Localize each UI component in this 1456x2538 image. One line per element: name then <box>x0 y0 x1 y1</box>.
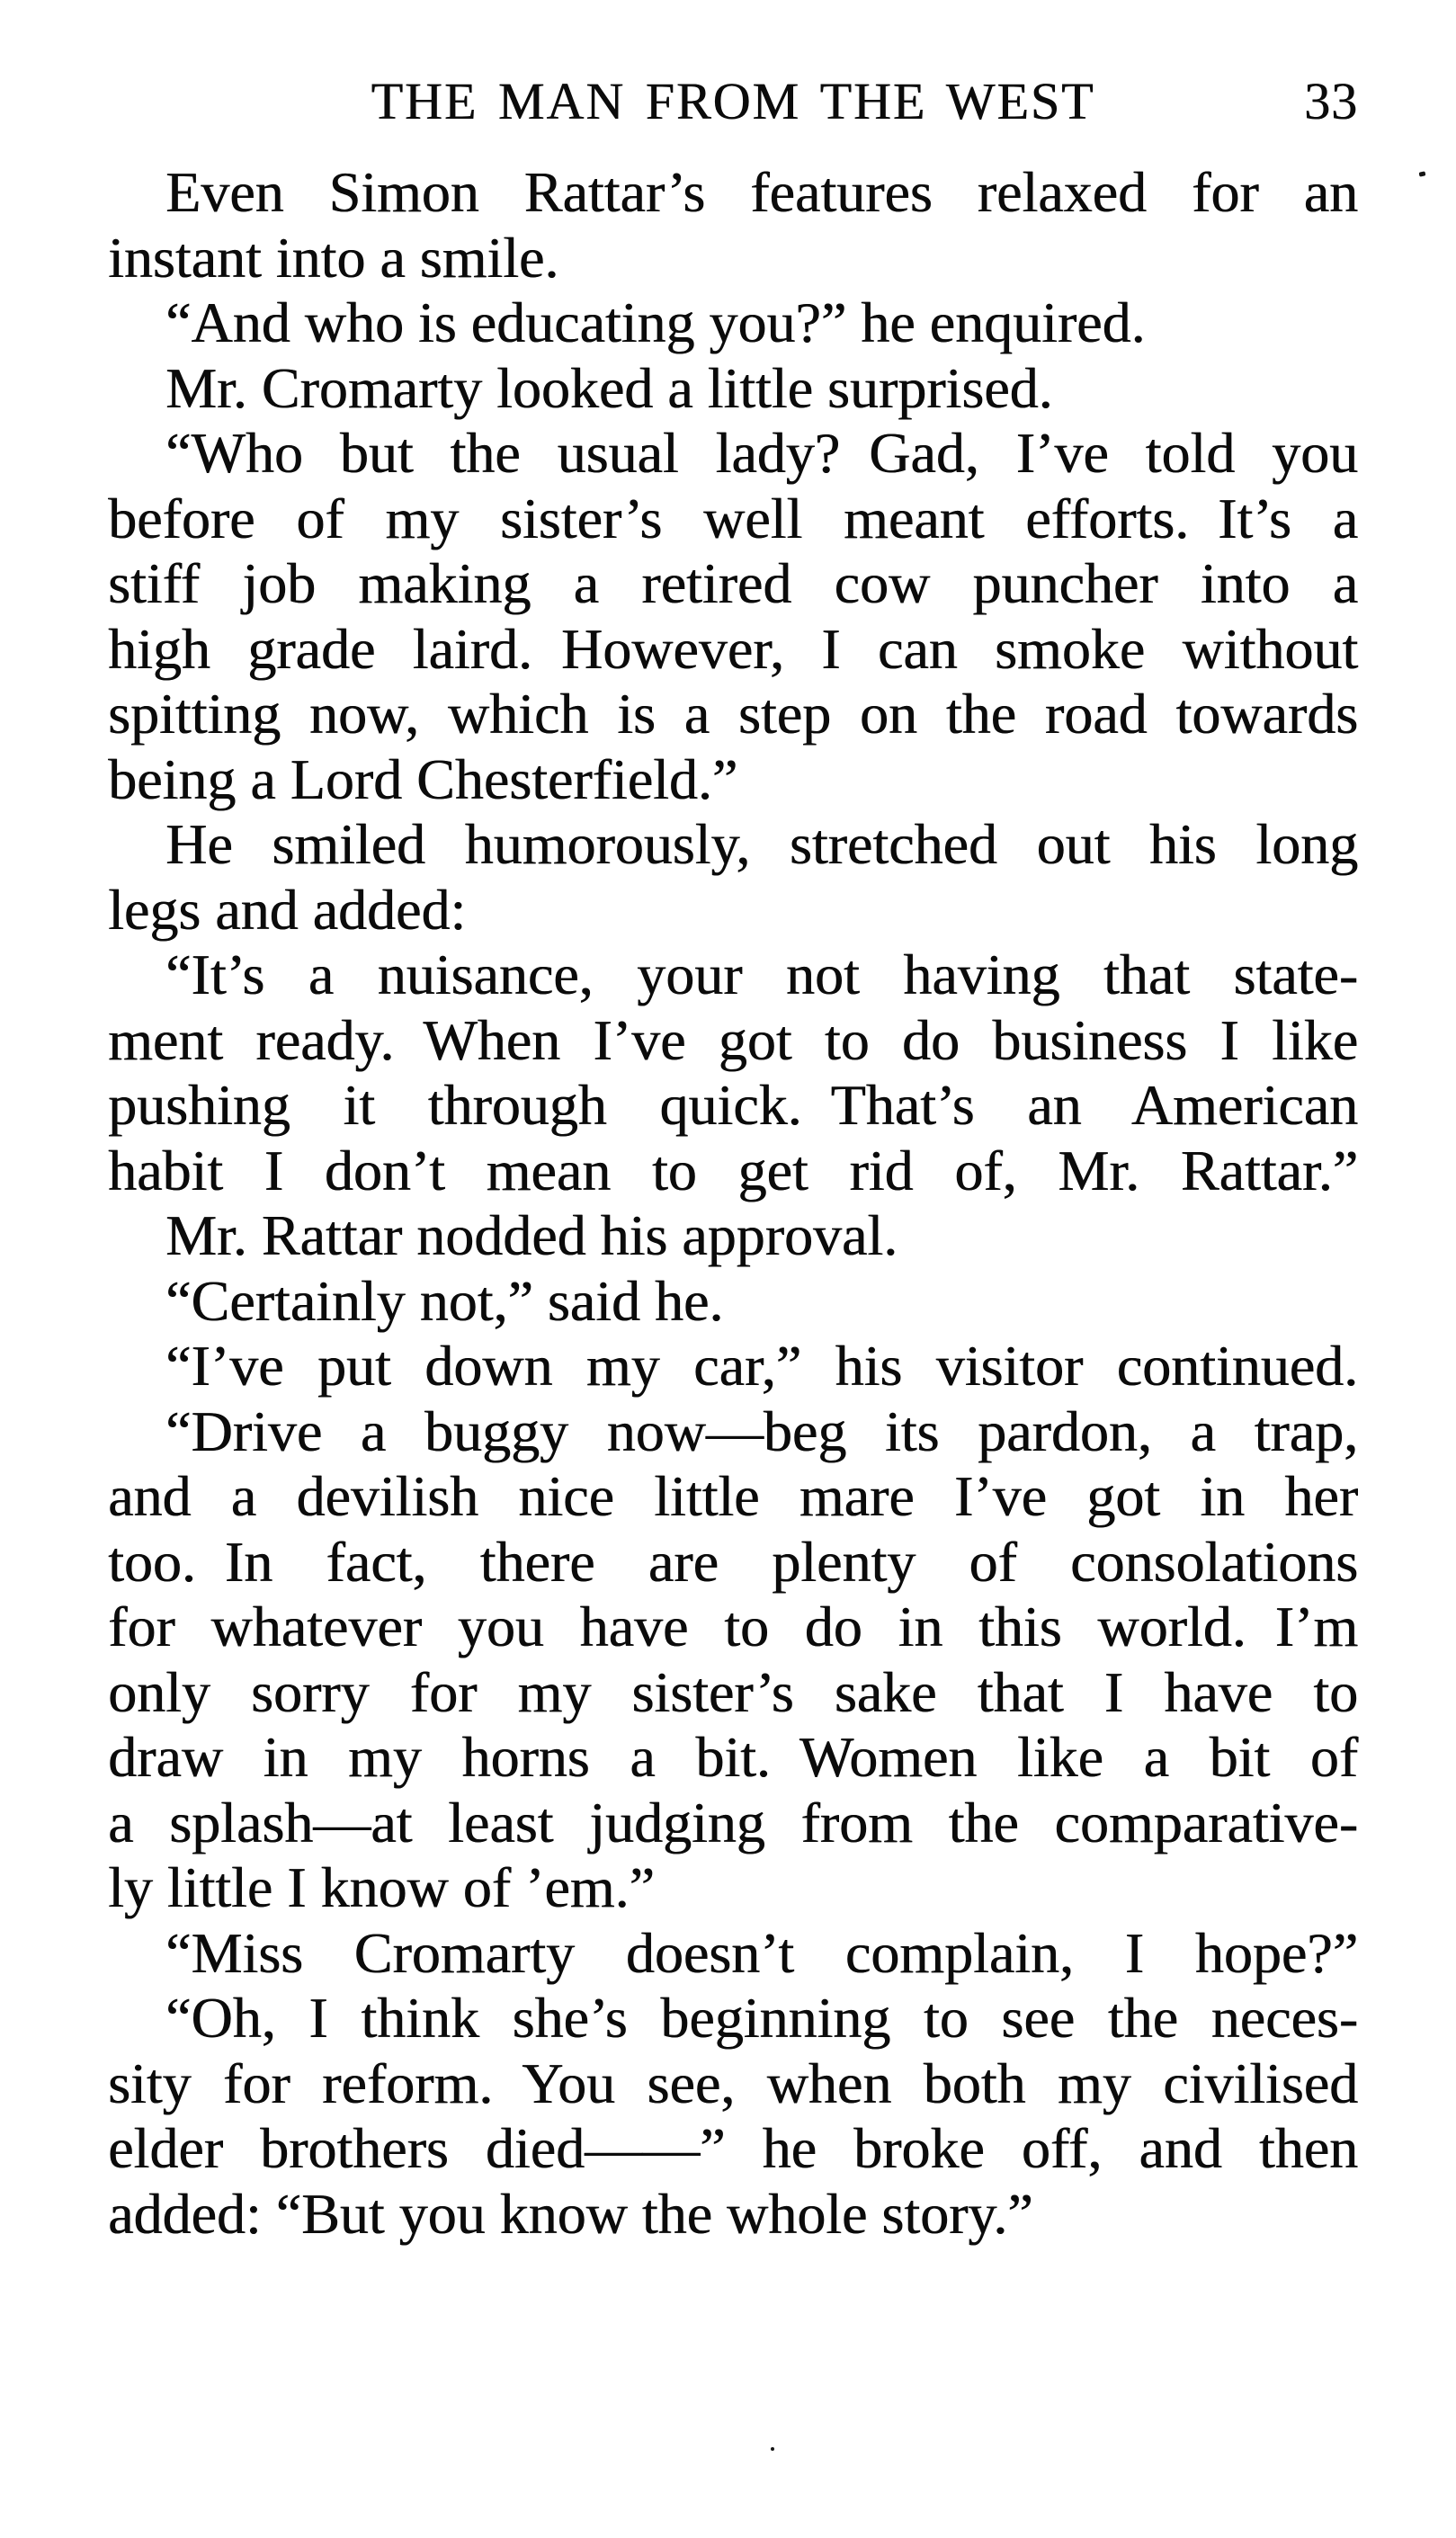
text-line: “Drive a buggy now—beg its pardon, a trap, <box>165 1399 1358 1463</box>
text-line: draw in my horns a bit. Women like a bit of <box>108 1725 1358 1789</box>
text-line: stiff job making a retired cow puncher into a <box>108 551 1358 615</box>
text-line: “Miss Cromarty doesn’t complain, I hope?” <box>165 1920 1358 1985</box>
text-line: “Oh, I think she’s beginning to see the neces- <box>165 1986 1358 2050</box>
text-line: and a devilish nice little mare I’ve got in her <box>108 1464 1358 1528</box>
text-line: “I’ve put down my car,” his visitor continued. <box>165 1334 1358 1398</box>
text-line: “Certainly not,” said he. <box>165 1268 724 1333</box>
text-line: only sorry for my sister’s sake that I have to <box>108 1659 1358 1724</box>
text-line: high grade laird. However, I can smoke without <box>108 616 1358 681</box>
text-line: legs and added: <box>108 877 467 942</box>
running-title: THE MAN FROM THE WEST <box>371 72 1095 130</box>
text-line: “Who but the usual lady? Gad, I’ve told you <box>165 421 1358 485</box>
text-line: spitting now, which is a step on the road towards <box>108 682 1358 746</box>
text-line: before of my sister’s well meant efforts. It’s a <box>108 486 1358 550</box>
text-line: ment ready. When I’ve got to do business I like <box>108 1007 1358 1072</box>
text-line: Mr. Rattar nodded his approval. <box>165 1203 898 1267</box>
text-line: “It’s a nuisance, your not having that state- <box>165 943 1358 1006</box>
text-line: being a Lord Chesterfield.” <box>108 746 738 811</box>
text-line: too. In fact, there are plenty of consolations <box>108 1529 1358 1594</box>
text-line: for whatever you have to do in this world. I’m <box>108 1595 1358 1658</box>
text-line: elder brothers died——” he broke off, and then <box>108 2116 1358 2180</box>
scan-speck <box>1419 171 1426 176</box>
text-line: habit I don’t mean to get rid of, Mr. Rattar.” <box>108 1138 1358 1202</box>
text-line: sity for reform. You see, when both my civilised <box>108 2051 1358 2115</box>
text-line: Even Simon Rattar’s features relaxed for an <box>165 160 1358 224</box>
page-number: 33 <box>1304 72 1358 130</box>
text-line: added: “But you know the whole story.” <box>108 2181 1033 2246</box>
text-line: instant into a smile. <box>108 225 559 290</box>
text-line: a splash—at least judging from the comparative- <box>108 1790 1358 1854</box>
text-line: ly little I know of ’em.” <box>108 1855 655 1919</box>
text-block <box>108 160 1358 2247</box>
text-line: Mr. Cromarty looked a little surprised. <box>165 355 1053 420</box>
page-header <box>108 72 1358 133</box>
scan-speck <box>771 2447 774 2451</box>
text-line: “And who is educating you?” he enquired. <box>165 290 1146 354</box>
text-line: He smiled humorously, stretched out his long <box>165 812 1358 876</box>
text-line: pushing it through quick. That’s an American <box>108 1073 1358 1137</box>
